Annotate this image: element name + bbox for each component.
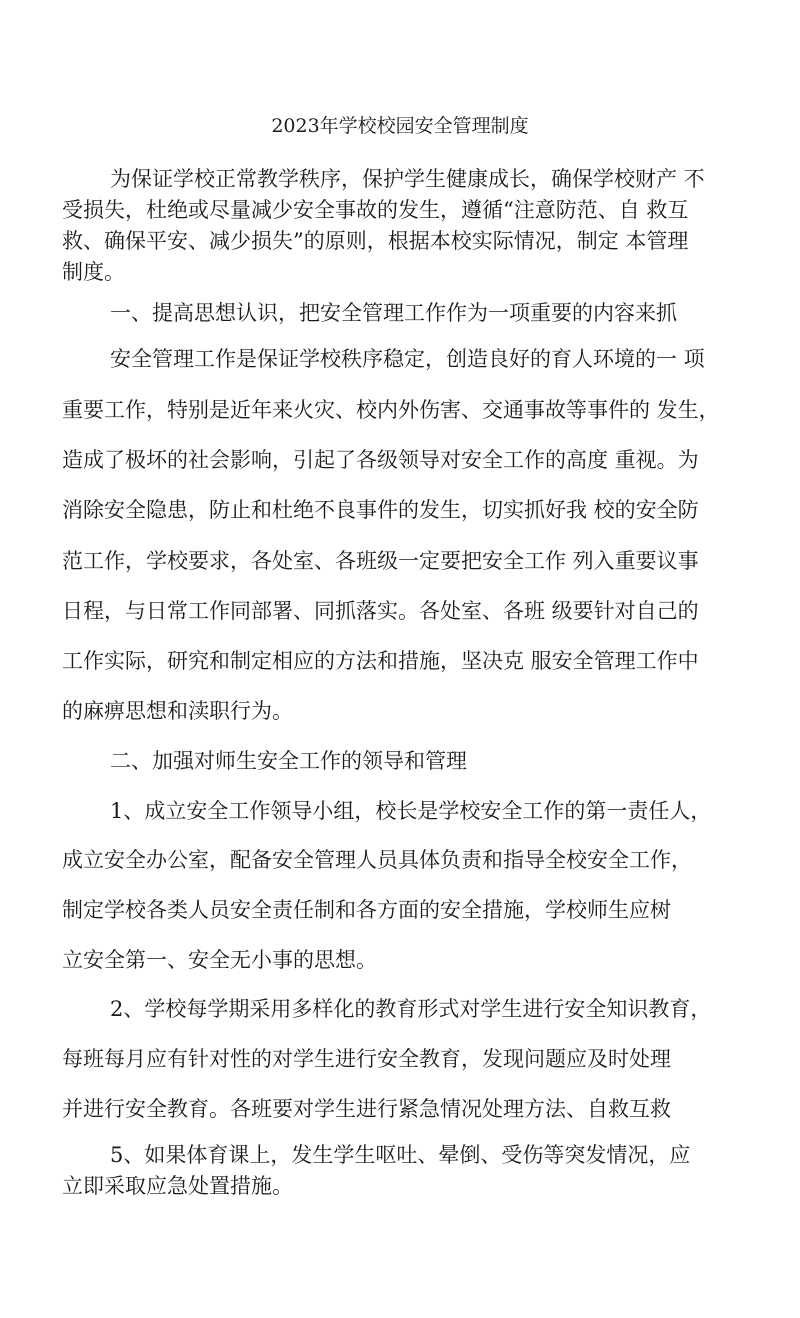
section-1-line: 消除安全隐患，防止和杜绝不良事件的发生，切实抓好我 校的安全防 <box>62 498 699 522</box>
intro-line: 为保证学校正常教学秩序，保护学生健康成长，确保学校财产 不 <box>110 167 705 191</box>
section-1-line: 造成了极坏的社会影响，引起了各级领导对安全工作的高度 重视。为 <box>62 448 699 472</box>
item-5-line: 5、如果体育课上，发生学生呕吐、晕倒、受伤等突发情况，应 <box>110 1143 691 1167</box>
item-2-line: 每班每月应有针对性的对学生进行安全教育，发现问题应及时处理 <box>62 1047 671 1071</box>
intro-line: 救、确保平安、减少损失”的原则，根据本校实际情况，制定 本管理 <box>62 229 689 253</box>
section-1-heading: 一、提高思想认识，把安全管理工作作为一项重要的内容来抓 <box>110 301 677 325</box>
section-1-line: 的麻痹思想和渎职行为。 <box>62 699 293 723</box>
item-1-line: 立安全第一、安全无小事的思想。 <box>62 948 377 972</box>
section-1-line: 范工作，学校要求，各处室、各班级一定要把安全工作 列入重要议事 <box>62 549 699 573</box>
section-2-heading: 二、加强对师生安全工作的领导和管理 <box>110 749 467 773</box>
item-1-line: 制定学校各类人员安全责任制和各方面的安全措施，学校师生应树 <box>62 898 671 922</box>
document-title: 2023年学校校园安全管理制度 <box>271 115 529 137</box>
item-2-line: 并进行安全教育。各班要对学生进行紧急情况处理方法、自救互救 <box>62 1097 671 1121</box>
intro-line: 受损失，杜绝或尽量减少安全事故的发生，遵循“注意防范、自 救互 <box>62 198 689 222</box>
section-1-line: 日程，与日常工作同部署、同抓落实。各处室、各班 级要针对自己的 <box>62 599 699 623</box>
item-5-line: 立即采取应急处置措施。 <box>62 1174 293 1198</box>
item-1-line: 1、成立安全工作领导小组，校长是学校安全工作的第一责任人， <box>110 799 712 823</box>
item-2-line: 2、学校每学期采用多样化的教育形式对学生进行安全知识教育， <box>110 997 712 1021</box>
section-1-line: 安全管理工作是保证学校秩序稳定，创造良好的育人环境的一 项 <box>110 347 705 371</box>
section-1-line: 工作实际，研究和制定相应的方法和措施，坚决克 服安全管理工作中 <box>62 649 699 673</box>
intro-line: 制度。 <box>62 260 125 284</box>
section-1-line: 重要工作，特别是近年来火灾、校内外伤害、交通事故等事件的 发生， <box>62 398 720 422</box>
item-1-line: 成立安全办公室，配备安全管理人员具体负责和指导全校安全工作， <box>62 848 692 872</box>
